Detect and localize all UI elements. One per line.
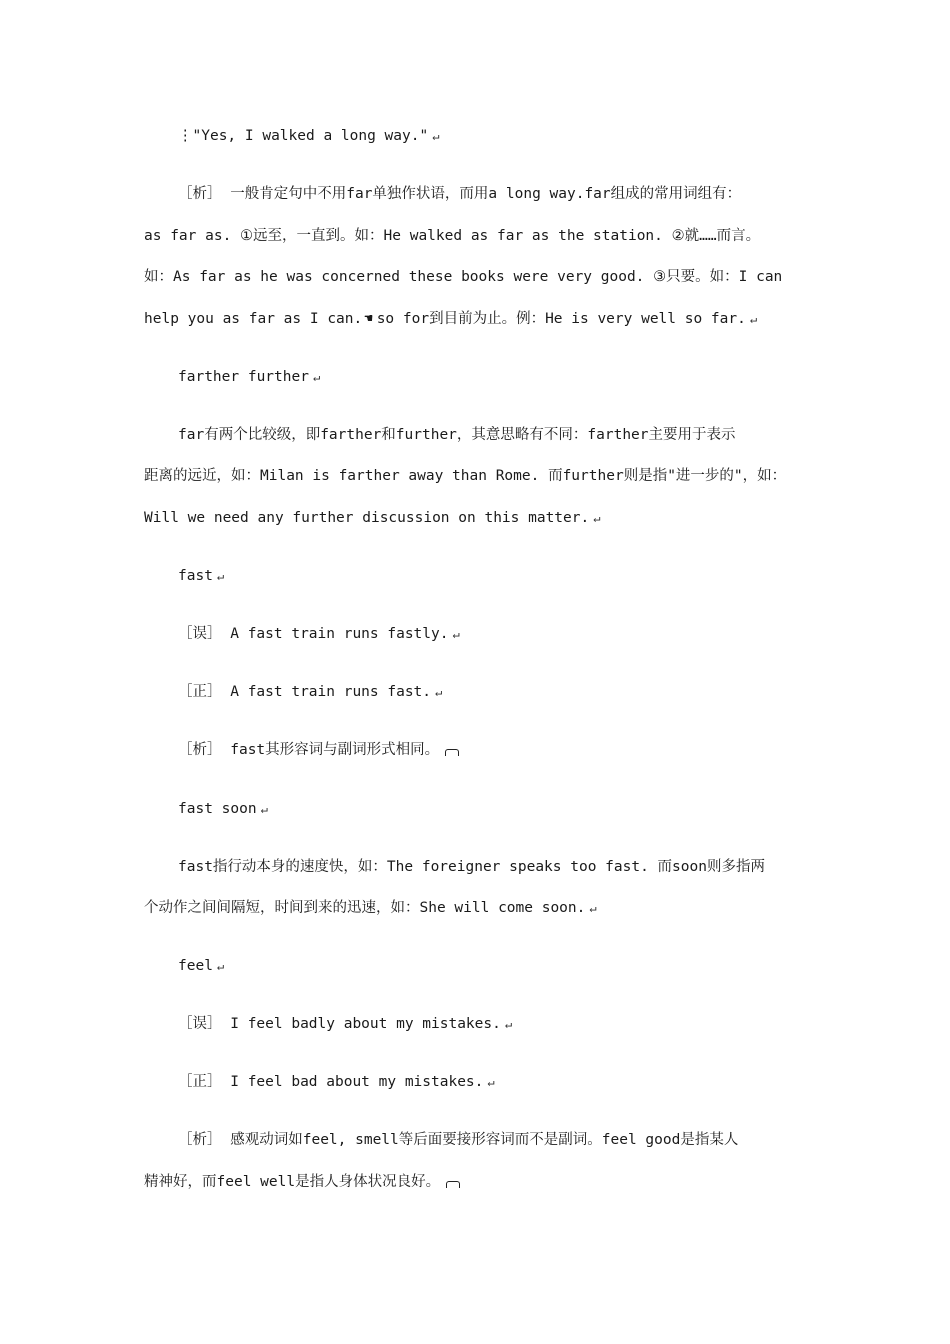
paragraph-line: help you as far as I can. ☚ so for到目前为止。例：He is very well so far. ↵ <box>144 299 757 341</box>
paragraph-mark-icon: ↵ <box>435 685 443 699</box>
paragraph: far有两个比较级，即farther和further，其意思略有不同：farther主要用于表示 <box>178 427 736 443</box>
paragraph-mark-icon: ↵ <box>260 802 268 816</box>
pointing-hand-icon: ☚ <box>364 311 373 327</box>
paragraph-mark-icon: ↵ <box>749 312 758 326</box>
paragraph-line: 个动作之间间隔短，时间到来的迅速，如：She will come soon. ↵ <box>144 900 597 916</box>
section-break-icon <box>445 749 459 756</box>
paragraph: ［误］ A fast train runs fastly. ↵ <box>178 626 460 642</box>
paragraph: farther further ↵ <box>178 369 321 385</box>
paragraph-line: 如：As far as he was concerned these books were very good. ③只要。如：I can <box>144 269 783 285</box>
paragraph-mark-icon: ↵ <box>216 959 225 973</box>
paragraph-mark-icon: ↵ <box>487 1075 495 1089</box>
paragraph-mark-icon: ↵ <box>452 627 460 641</box>
paragraph: fast soon ↵ <box>178 801 268 817</box>
paragraph: fast ↵ <box>178 568 225 584</box>
paragraph: ⋮"Yes, I walked a long way." ↵ <box>178 128 440 144</box>
paragraph-mark-icon: ↵ <box>216 569 225 583</box>
paragraph: ［误］ I feel badly about my mistakes. ↵ <box>178 1016 513 1032</box>
paragraph: ［析］ 感观动词如feel, smell等后面要接形容词而不是副词。feel good是指某人 <box>178 1132 739 1148</box>
paragraph: ［析］ fast其形容词与副词形式相同。 <box>178 730 459 772</box>
paragraph-mark-icon: ↵ <box>593 511 601 525</box>
paragraph-line: as far as. ①远至，一直到。如：He walked as far as the station. ②就……而言。 <box>144 228 761 244</box>
paragraph-line: Will we need any further discussion on this matter. ↵ <box>144 510 601 526</box>
paragraph: ［正］ I feel bad about my mistakes. ↵ <box>178 1074 495 1090</box>
paragraph-mark-icon: ↵ <box>312 370 321 384</box>
paragraph-mark-icon: ↵ <box>504 1017 513 1031</box>
section-break-icon <box>446 1181 460 1188</box>
paragraph-line: 距离的远近，如：Milan is farther away than Rome. 而further则是指"进一步的"，如： <box>144 468 787 484</box>
paragraph-line: 精神好，而feel well是指人身体状况良好。 <box>144 1162 460 1204</box>
paragraph-mark-icon: ↵ <box>432 129 440 143</box>
paragraph: ［析］ 一般肯定句中不用far单独作状语，而用a long way.far组成的常用词组有： <box>178 186 742 202</box>
paragraph: ［正］ A fast train runs fast. ↵ <box>178 684 443 700</box>
paragraph: feel ↵ <box>178 958 225 974</box>
paragraph: fast指行动本身的速度快，如：The foreigner speaks too fast. 而soon则多指两 <box>178 859 765 875</box>
paragraph-mark-icon: ↵ <box>589 901 597 915</box>
